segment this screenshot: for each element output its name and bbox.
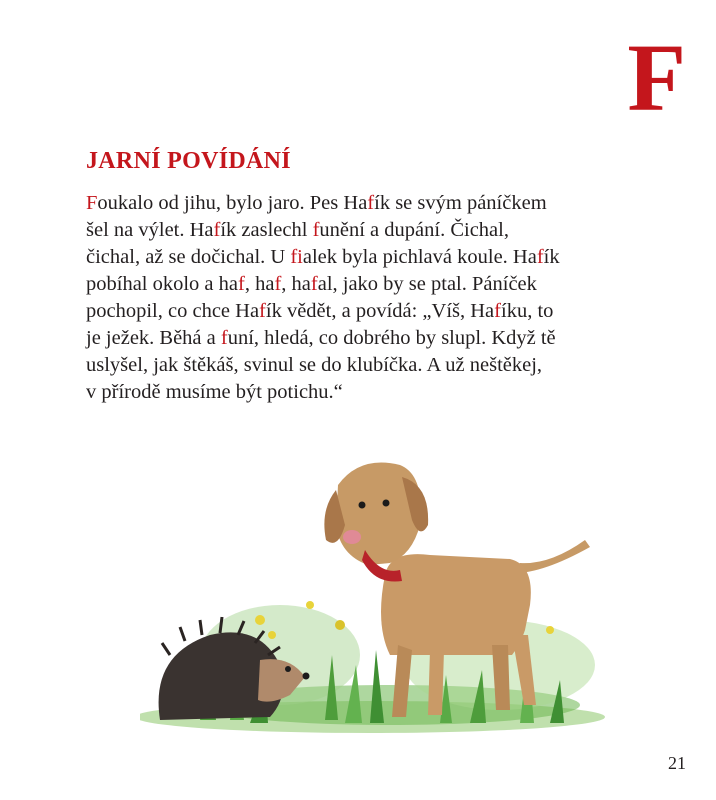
chapter-letter: F <box>627 24 686 131</box>
story-line <box>86 352 646 379</box>
highlighted-letter: F <box>86 192 98 214</box>
story-text-segment: , ha <box>281 273 311 295</box>
page-number: 21 <box>668 753 686 773</box>
highlighted-letter: f <box>213 219 221 241</box>
story-text-segment: ík <box>543 246 560 268</box>
story-line <box>86 244 646 271</box>
dog-and-hedgehog-illustration <box>140 455 610 735</box>
story-line <box>86 325 646 352</box>
highlighted-letter: f <box>220 327 228 349</box>
highlighted-letter: f <box>238 273 245 295</box>
story-line <box>86 217 646 244</box>
story-text-segment: alek byla pichlavá koule. Ha <box>302 246 537 268</box>
story-text-segment: , ha <box>244 273 275 295</box>
story-title: JARNÍ POVÍDÁNÍ <box>86 148 291 174</box>
story-text-segment: ík vědět, a povídá: „Víš, Ha <box>265 300 495 322</box>
highlighted-letter: f <box>312 219 320 241</box>
highlighted-letter: f <box>310 273 318 295</box>
story-line <box>86 271 646 298</box>
story-text-segment: je ježek. Běhá a <box>86 327 221 349</box>
story-text-segment: v přírodě musíme být potichu.“ <box>86 381 343 403</box>
story-text <box>86 190 646 406</box>
story-line <box>86 298 646 325</box>
story-text-segment: oukalo od jihu, bylo jaro. Pes Ha <box>97 192 368 214</box>
story-text-segment: unění a dupání. Čichal, <box>319 219 509 241</box>
story-line <box>86 190 646 217</box>
story-text-segment: čichal, až se dočichal. U <box>86 246 291 268</box>
story-line <box>86 379 646 406</box>
story-text-segment: pobíhal okolo a ha <box>86 273 239 295</box>
highlighted-letter: f <box>259 300 266 322</box>
story-text-segment: uní, hledá, co dobrého by slupl. Když tě <box>227 327 556 349</box>
story-text-segment: íku, to <box>501 300 554 322</box>
highlighted-letter: f <box>274 273 282 295</box>
story-text-segment: šel na výlet. Ha <box>86 219 214 241</box>
story-text-segment: uslyšel, jak štěkáš, svinul se do klubíčka. A už neštěkej, <box>86 354 543 376</box>
story-text-segment: pochopil, co chce Ha <box>86 300 260 322</box>
highlighted-letter: f <box>367 192 375 214</box>
highlighted-letter: fi <box>290 246 303 268</box>
story-text-segment: al, jako by se ptal. Páníček <box>317 273 537 295</box>
highlighted-letter: f <box>536 246 544 268</box>
story-text-segment: ík zaslechl <box>220 219 313 241</box>
highlighted-letter: f <box>494 300 501 322</box>
story-text-segment: ík se svým páníčkem <box>374 192 547 214</box>
